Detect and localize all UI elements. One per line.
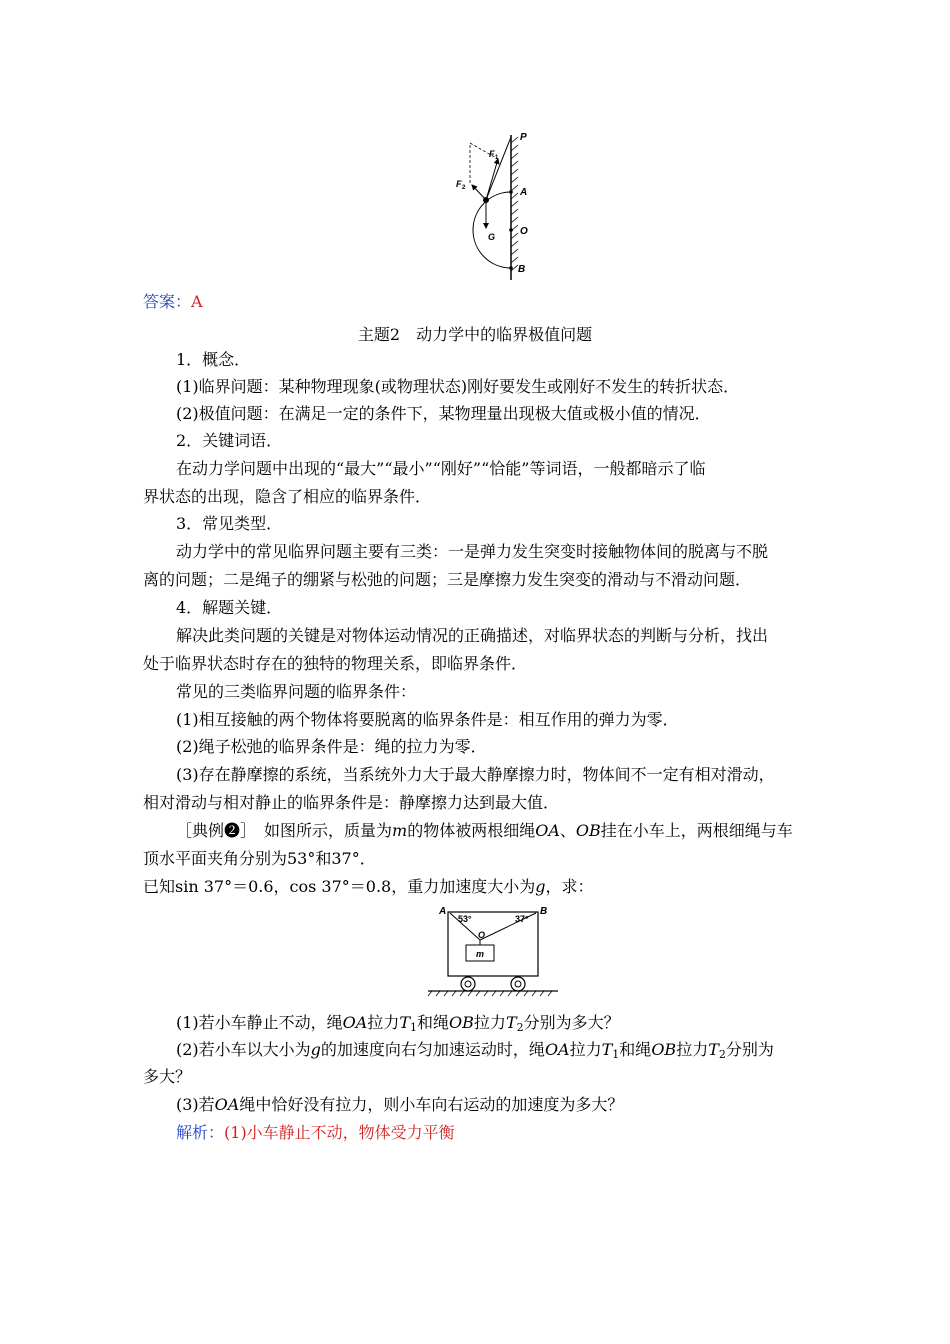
topic-title: 主题2 动力学中的临界极值问题	[357, 325, 593, 344]
label-o: O	[478, 930, 486, 940]
math-var: OA	[342, 1013, 368, 1032]
wheel-right	[511, 977, 525, 991]
sphere-wall-force-diagram	[448, 125, 540, 285]
text-line: (1)临界问题：某种物理现象(或物理状态)刚好要发生或刚好不发生的转折状态．	[176, 377, 740, 396]
math-var: OA	[214, 1095, 240, 1114]
text-line: 在动力学问题中出现的“最大”“最小”“刚好”“恰能”等词语，一般都暗示了临	[176, 459, 706, 478]
question-2	[176, 1040, 774, 1065]
math-var: T	[505, 1013, 517, 1032]
text-line: 相对滑动与相对静止的临界条件是：静摩擦力达到最大值．	[143, 793, 560, 812]
solution-line	[176, 1123, 455, 1143]
text-span: 和绳	[417, 1013, 450, 1032]
text-span: (3)若	[176, 1095, 215, 1114]
text-line: 界状态的出现，隐含了相应的临界条件．	[143, 487, 432, 506]
text-line: 离的问题；二是绳子的绷紧与松弛的问题；三是摩擦力发生突变的滑动与不滑动问题．	[143, 570, 752, 589]
math-var: OA	[544, 1040, 570, 1059]
text-line: (1)相互接触的两个物体将要脱离的临界条件是：相互作用的弹力为零．	[176, 710, 679, 729]
math-var: OB	[449, 1013, 474, 1032]
ground-hatching	[428, 991, 552, 996]
f1-arrow	[486, 159, 498, 200]
label-f2-sub: 2	[462, 185, 466, 191]
text-span: 拉力	[676, 1040, 709, 1059]
f2-arrow	[472, 185, 486, 200]
text-line: 动力学中的常见临界问题主要有三类：一是弹力发生突变时接触物体间的脱离与不脱	[176, 542, 769, 561]
text-line: 常见的三类临界问题的临界条件：	[176, 682, 417, 701]
label-b: B	[540, 906, 548, 917]
text-span: 分别为多大？	[523, 1013, 620, 1032]
subscript: 1	[612, 1048, 620, 1061]
solution-text: (1)小车静止不动，物体受力平衡	[224, 1123, 455, 1142]
text-span: 分别为	[725, 1040, 774, 1059]
semicircle-track	[473, 192, 511, 268]
math-var: OB	[651, 1040, 677, 1059]
example-line	[176, 821, 793, 841]
text-line: (2)极值问题：在满足一定的条件下，某物理量出现极大值或极小值的情况．	[176, 404, 711, 423]
question-2-cont: 多大？	[143, 1067, 192, 1086]
text-line: (3)存在静摩擦的系统，当系统外力大于最大静摩擦力时，物体间不一定有相对滑动，	[176, 765, 775, 784]
subscript: 1	[410, 1021, 418, 1034]
text-line: 2．关键词语．	[176, 431, 283, 450]
text-span: 拉力	[473, 1013, 506, 1032]
solution-label: 解析：	[176, 1123, 225, 1142]
label-angle-53: 53°	[458, 914, 472, 924]
wheel-right-hub	[515, 981, 521, 987]
text-span: (2)若小车以大小为	[176, 1040, 311, 1059]
text-span: 的物体被两根细绳	[407, 821, 536, 840]
text-span: ，求：	[545, 877, 594, 896]
subscript: 2	[718, 1048, 726, 1061]
label-o: O	[520, 226, 528, 237]
math-var: T	[601, 1040, 613, 1059]
text-line	[143, 877, 594, 897]
point-a	[509, 190, 513, 194]
cart-diagram	[420, 900, 560, 1000]
text-span: 拉力	[367, 1013, 400, 1032]
math-var: g	[310, 1040, 321, 1059]
text-line: 解决此类问题的关键是对物体运动情况的正确描述，对临界状态的判断与分析，找出	[176, 626, 769, 645]
wheel-left	[461, 977, 475, 991]
point-o	[509, 228, 513, 232]
point-b	[509, 266, 513, 270]
text-span: 、	[559, 821, 576, 840]
math-var: m	[392, 821, 408, 840]
text-span: 已知sin 37°＝0.6，cos 37°＝0.8，重力加速度大小为	[143, 877, 536, 896]
text-span: 和绳	[619, 1040, 652, 1059]
math-var: T	[708, 1040, 719, 1059]
rope-line	[486, 137, 511, 200]
question-1	[176, 1013, 620, 1038]
text-line: 顶水平面夹角分别为53°和37°．	[143, 849, 376, 868]
answer-line	[143, 292, 203, 312]
label-f2: F	[456, 179, 462, 189]
math-var: T	[399, 1013, 411, 1032]
text-line: 3．常见类型．	[176, 514, 283, 533]
answer-value: A	[191, 292, 203, 311]
text-span: ［典例❷］ 如图所示，质量为	[176, 821, 393, 840]
text-span: 挂在小车上，两根细绳与车	[600, 821, 793, 840]
label-angle-37: 37°	[515, 914, 529, 924]
text-span: 绳中恰好没有拉力，则小车向右运动的加速度为多大？	[239, 1095, 624, 1114]
label-b: B	[518, 264, 526, 275]
question-3	[176, 1095, 623, 1115]
text-span: 拉力	[569, 1040, 602, 1059]
text-line: 1．概念．	[176, 350, 251, 369]
wall-hatching	[511, 137, 518, 271]
subscript: 2	[516, 1021, 524, 1034]
math-var: OA	[535, 821, 560, 840]
text-span: 的加速度向右匀加速运动时，绳	[320, 1040, 545, 1059]
wheel-left-hub	[465, 981, 471, 987]
math-var: g	[535, 877, 546, 896]
label-m: m	[476, 949, 485, 959]
label-g: G	[488, 232, 496, 242]
answer-label: 答案：	[143, 292, 192, 311]
text-line: 处于临界状态时存在的独特的物理关系，即临界条件．	[143, 654, 528, 673]
text-line: (2)绳子松弛的临界条件是：绳的拉力为零．	[176, 737, 487, 756]
math-var: OB	[575, 821, 601, 840]
label-f1: F	[489, 149, 495, 159]
text-span: (1)若小车静止不动，绳	[176, 1013, 343, 1032]
label-p: P	[520, 132, 527, 143]
label-a: A	[520, 187, 528, 198]
label-f1-sub: 1	[495, 155, 499, 161]
text-line: 4．解题关键．	[176, 598, 283, 617]
label-a: A	[439, 906, 447, 917]
